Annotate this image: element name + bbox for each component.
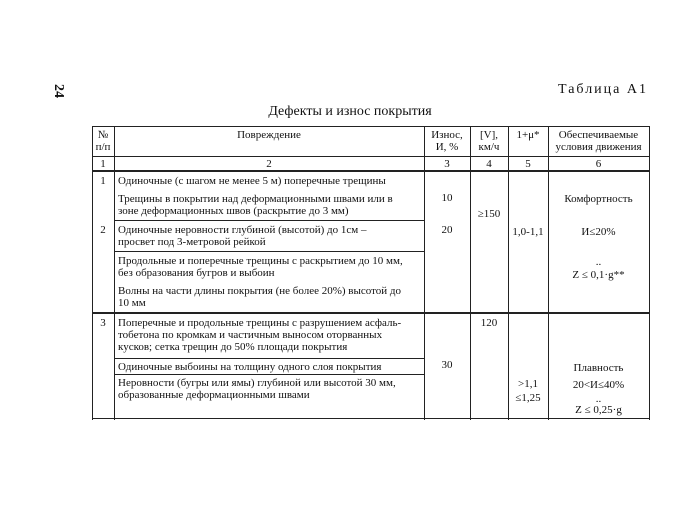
header-wear-line2: И, % [435,141,459,153]
row1-damage-1: Одиночные (с шагом не менее 5 м) поперечные трещины [118,175,386,187]
row3-damage-3-line2: образованные деформационными швами [118,389,310,401]
row3-damage-1-line1: Поперечные и продольные трещины с разрушением асфаль- [118,317,402,329]
table-label: Таблица А1 [558,82,648,97]
row1-wear: 10 [441,192,453,204]
col-divider-2 [424,126,425,420]
col-divider-1 [114,126,115,420]
row-divider-r2-sub [114,251,424,252]
row3-coef-1: >1,1 [518,378,538,390]
row3-coef-2: ≤1,25 [515,392,541,404]
cond1-wear: И≤20% [581,226,616,238]
table-border-right [649,126,650,420]
row2-wear: 20 [441,224,453,236]
cond2-z: Z ≤ 0,25·g [575,404,622,416]
col-divider-4 [508,126,509,420]
header-divider [92,156,650,157]
colnum-5: 5 [525,158,531,170]
colnum-1: 1 [100,158,106,170]
row2-number: 2 [100,224,106,236]
colnum-2: 2 [266,158,272,170]
row3-damage-1-line3: кусков; сетка трещин до 50% площади покрытия [118,341,348,353]
row-divider-r3-sub2 [114,374,424,375]
row2-damage-1-line2: просвет под 3-метровой рейкой [118,236,266,248]
row-divider-r1-r2 [114,220,424,221]
header-cond-line2: условия движения [555,141,642,153]
cond2-dots: .. [595,393,602,405]
row3-damage-1-line2: тобетона по кромкам и частичным выносом оторванных [118,329,383,341]
table-border-bottom [92,418,650,419]
row2-damage-2-line2: без образования бугров и выбоин [118,267,275,279]
colnum-divider [92,170,650,172]
row2-damage-1-line1: Одиночные неровности глубиной (высотой) до 1см – [118,224,367,236]
table-border-left [92,126,93,420]
cond1-z: Z ≤ 0,1·g** [572,269,625,281]
table-border-top [92,126,650,127]
cond1-name: Комфортность [564,193,633,205]
row2-coef: 1,0-1,1 [512,226,544,238]
header-speed-line2: км/ч [478,141,500,153]
colnum-3: 3 [444,158,450,170]
row3-wear: 30 [441,359,453,371]
header-num-line1: № [97,129,109,141]
row2-damage-2-line1: Продольные и поперечные трещины с раскрытием до 10 мм, [118,255,403,267]
cond1-dots: .. [595,256,602,268]
header-coef: 1+μ* [516,129,540,141]
row1-damage-2-line1: Трещины в покрытии над деформационными швами или в [118,193,393,205]
cond2-name: Плавность [573,362,624,374]
header-num-line2: п/п [95,141,111,153]
row2-damage-3-line2: 10 мм [118,297,146,309]
table-title: Дефекты и износ покрытия [268,104,432,119]
header-cond-line1: Обеспечиваемые [558,129,639,141]
row3-damage-3-line1: Неровности (бугры или ямы) глубиной или высотой 30 мм, [118,377,396,389]
cond2-wear: 20<И≤40% [572,379,625,391]
page-number: 24 [51,84,66,98]
header-damage: Повреждение [237,129,301,141]
header-wear-line1: Износ, [431,129,463,141]
row2-damage-3-line1: Волны на части длины покрытия (не более 20%) высотой до [118,285,402,297]
row3-number: 3 [100,317,106,329]
colnum-4: 4 [486,158,492,170]
colnum-6: 6 [595,158,602,170]
header-speed-line1: [V], [479,129,499,141]
row3-speed: 120 [480,317,498,329]
col-divider-3 [470,126,471,420]
row1-damage-2-line2: зоне деформационных швов (раскрытие до 3 мм) [118,205,349,217]
row1-number: 1 [100,175,106,187]
group-divider [92,312,650,314]
row3-damage-2: Одиночные выбоины на толщину одного слоя покрытия [118,361,382,373]
row-divider-r3-sub1 [114,358,424,359]
defects-table [92,126,650,420]
row1-speed: ≥150 [477,208,501,220]
